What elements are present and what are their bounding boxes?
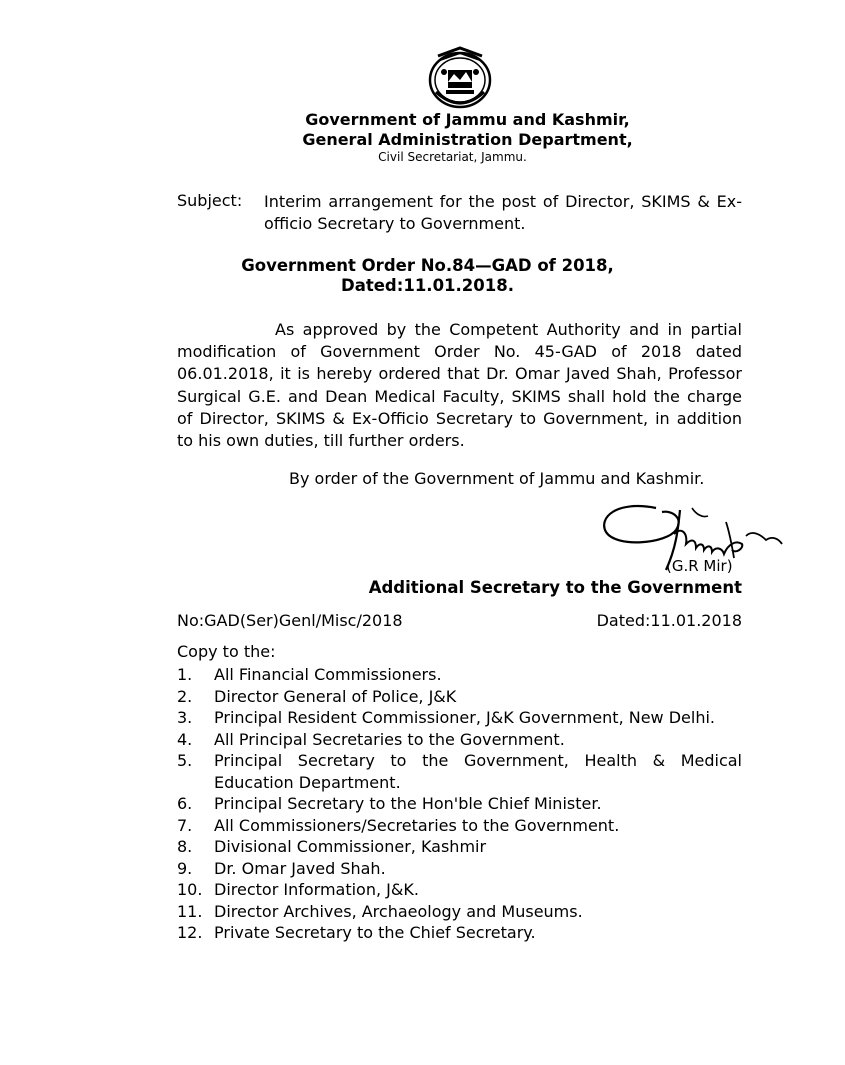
list-item-number: 5. bbox=[177, 751, 193, 770]
list-item-text: Divisional Commissioner, Kashmir bbox=[214, 837, 487, 856]
order-body: As approved by the Competent Authority and in partial modification of Government Order No. 45-GAD of 2018 dated 06.01.2018, it is hereby ordered that Dr. Omar Javed Shah, Professor Surgical G.E. and Dean Medical Faculty, SKIMS shall hold the charge of Director, SKIMS & Ex-Officio Secretary to Government, in addition to his own duties, till further orders. bbox=[177, 320, 742, 451]
order-date: Dated:11.01.2018. bbox=[341, 276, 514, 295]
list-item-number: 10. bbox=[177, 880, 203, 899]
list-item-number: 12. bbox=[177, 923, 203, 942]
list-item-number: 2. bbox=[177, 686, 193, 706]
list-item bbox=[177, 707, 742, 729]
reference-number: No:GAD(Ser)Genl/Misc/2018 bbox=[177, 611, 403, 630]
list-item bbox=[177, 836, 742, 858]
list-item bbox=[177, 901, 742, 923]
subject-text: Interim arrangement for the post of Director, SKIMS & Ex-officio Secretary to Government. bbox=[264, 192, 742, 233]
list-item-text: Director Information, J&K. bbox=[214, 880, 419, 899]
list-item bbox=[177, 879, 742, 901]
list-item bbox=[177, 729, 742, 751]
list-item-text: Private Secretary to the Chief Secretary. bbox=[214, 923, 536, 942]
list-item-text: Director General of Police, J&K bbox=[214, 686, 457, 706]
list-item bbox=[177, 815, 742, 837]
reference-date: Dated:11.01.2018 bbox=[596, 611, 742, 630]
list-item-number: 4. bbox=[177, 729, 193, 749]
list-item-number: 7. bbox=[177, 815, 193, 835]
by-order-line: By order of the Government of Jammu and Kashmir. bbox=[289, 469, 705, 488]
list-item-number: 11. bbox=[177, 901, 203, 921]
list-item-text: All Principal Secretaries to the Government. bbox=[214, 729, 565, 749]
department-subname: General Administration Department, bbox=[302, 130, 633, 149]
list-item-text: Dr. Omar Javed Shah. bbox=[214, 858, 386, 878]
list-item-text: Principal Resident Commissioner, J&K Government, New Delhi. bbox=[214, 708, 715, 727]
subject-label: Subject: bbox=[177, 191, 243, 210]
list-item-text: Director Archives, Archaeology and Museums. bbox=[214, 901, 583, 921]
list-item-text: All Financial Commissioners. bbox=[214, 665, 442, 684]
signer-designation: Additional Secretary to the Government bbox=[368, 578, 742, 597]
department-name: Government of Jammu and Kashmir, bbox=[305, 110, 630, 129]
signer-name: (G.R Mir) bbox=[666, 557, 733, 575]
list-item-text: All Commissioners/Secretaries to the Government. bbox=[214, 815, 620, 835]
office-address: Civil Secretariat, Jammu. bbox=[378, 150, 527, 164]
list-item bbox=[177, 686, 742, 708]
list-item-number: 1. bbox=[177, 665, 193, 684]
order-title: Government Order No.84—GAD of 2018, bbox=[241, 256, 614, 275]
list-item-text: Principal Secretary to the Government, Health & Medical Education Department. bbox=[214, 751, 742, 792]
copy-to-heading: Copy to the: bbox=[177, 642, 276, 661]
state-emblem-icon bbox=[424, 42, 496, 114]
list-item bbox=[177, 922, 742, 944]
list-item-text: Principal Secretary to the Hon'ble Chief Minister. bbox=[214, 794, 602, 813]
list-item bbox=[177, 750, 742, 793]
list-item-number: 6. bbox=[177, 794, 193, 813]
list-item-number: 8. bbox=[177, 837, 193, 856]
list-item bbox=[177, 858, 742, 880]
list-item-number: 3. bbox=[177, 708, 193, 727]
copy-to-list bbox=[177, 664, 742, 944]
list-item bbox=[177, 664, 742, 686]
list-item bbox=[177, 793, 742, 815]
list-item-number: 9. bbox=[177, 858, 193, 878]
